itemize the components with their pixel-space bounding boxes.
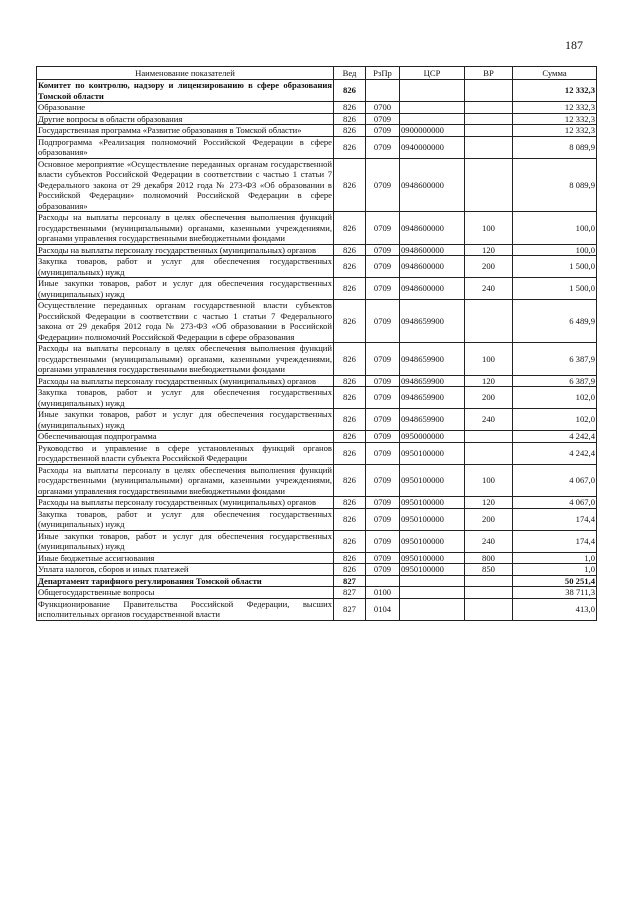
table-row bbox=[37, 464, 597, 497]
table-row bbox=[37, 113, 597, 125]
row-ved-cell: 826 bbox=[334, 212, 366, 245]
row-vr-cell: 240 bbox=[465, 409, 513, 431]
table-row bbox=[37, 300, 597, 343]
row-sum-cell: 4 067,0 bbox=[513, 464, 597, 497]
column-header-sum: Сумма bbox=[513, 67, 597, 80]
row-ved-cell: 826 bbox=[334, 387, 366, 409]
row-sum-cell: 8 089,9 bbox=[513, 136, 597, 158]
table-body bbox=[37, 80, 597, 621]
row-sum-cell: 1,0 bbox=[513, 564, 597, 576]
row-name-cell: Расходы на выплаты персоналу государственных (муниципальных) органов bbox=[37, 375, 334, 387]
row-name-cell: Расходы на выплаты персоналу в целях обеспечения выполнения функций государственными (муниципальными) органами, казенными учреждениями, органами управления государственными внебюджетными фондами bbox=[38, 212, 332, 243]
row-rzpr-cell: 0709 bbox=[366, 530, 400, 552]
row-csr-cell: 0948600000 bbox=[400, 278, 465, 300]
row-ved-cell: 826 bbox=[334, 125, 366, 137]
row-csr-cell: 0950100000 bbox=[400, 497, 465, 509]
row-ved-cell: 826 bbox=[334, 343, 366, 376]
row-csr-cell: 0950100000 bbox=[400, 464, 465, 497]
row-csr-cell bbox=[400, 598, 465, 620]
column-header-rzpr: РзПр bbox=[366, 67, 400, 80]
row-sum-cell: 6 387,9 bbox=[513, 343, 597, 376]
row-rzpr-cell: 0104 bbox=[366, 598, 400, 620]
row-name-cell: Закупка товаров, работ и услуг для обеспечения государственных (муниципальных) нужд bbox=[38, 256, 332, 277]
row-ved-cell: 827 bbox=[334, 575, 366, 587]
row-vr-cell bbox=[465, 102, 513, 114]
table-header-row bbox=[37, 67, 597, 80]
table-row bbox=[37, 136, 597, 158]
row-rzpr-cell: 0709 bbox=[366, 508, 400, 530]
table-row bbox=[37, 431, 597, 443]
row-rzpr-cell: 0700 bbox=[366, 102, 400, 114]
row-sum-cell: 8 089,9 bbox=[513, 158, 597, 212]
row-csr-cell: 0948600000 bbox=[400, 244, 465, 256]
row-name-cell: Закупка товаров, работ и услуг для обеспечения государственных (муниципальных) нужд bbox=[38, 508, 332, 529]
row-rzpr-cell: 0709 bbox=[366, 431, 400, 443]
row-vr-cell: 240 bbox=[465, 278, 513, 300]
table-row bbox=[37, 387, 597, 409]
row-name-cell: Подпрограмма «Реализация полномочий Российской Федерации в сфере образования» bbox=[38, 136, 332, 157]
row-vr-cell bbox=[465, 575, 513, 587]
row-sum-cell: 50 251,4 bbox=[513, 575, 597, 587]
row-vr-cell bbox=[465, 136, 513, 158]
row-rzpr-cell: 0709 bbox=[366, 552, 400, 564]
column-header-csr: ЦСР bbox=[400, 67, 465, 80]
row-csr-cell: 0948600000 bbox=[400, 212, 465, 245]
row-csr-cell: 0950000000 bbox=[400, 431, 465, 443]
row-csr-cell: 0950100000 bbox=[400, 564, 465, 576]
row-sum-cell: 4 067,0 bbox=[513, 497, 597, 509]
row-vr-cell: 200 bbox=[465, 256, 513, 278]
row-vr-cell: 120 bbox=[465, 497, 513, 509]
row-vr-cell: 100 bbox=[465, 212, 513, 245]
row-sum-cell: 102,0 bbox=[513, 409, 597, 431]
table-row bbox=[37, 212, 597, 245]
table-row bbox=[37, 508, 597, 530]
row-ved-cell: 826 bbox=[334, 497, 366, 509]
row-vr-cell bbox=[465, 113, 513, 125]
row-name-cell: Иные закупки товаров, работ и услуг для обеспечения государственных (муниципальных) нужд bbox=[38, 409, 332, 430]
row-ved-cell: 827 bbox=[334, 587, 366, 599]
row-vr-cell: 800 bbox=[465, 552, 513, 564]
row-rzpr-cell: 0709 bbox=[366, 464, 400, 497]
row-sum-cell: 4 242,4 bbox=[513, 431, 597, 443]
row-rzpr-cell: 0709 bbox=[366, 244, 400, 256]
row-ved-cell: 826 bbox=[334, 113, 366, 125]
row-csr-cell: 0948659900 bbox=[400, 375, 465, 387]
table-row bbox=[37, 409, 597, 431]
row-csr-cell: 0950100000 bbox=[400, 442, 465, 464]
row-rzpr-cell: 0100 bbox=[366, 587, 400, 599]
row-csr-cell: 0950100000 bbox=[400, 552, 465, 564]
row-vr-cell bbox=[465, 442, 513, 464]
table-row bbox=[37, 564, 597, 576]
row-rzpr-cell: 0709 bbox=[366, 343, 400, 376]
row-sum-cell: 6 387,9 bbox=[513, 375, 597, 387]
row-rzpr-cell: 0709 bbox=[366, 300, 400, 343]
row-sum-cell: 6 489,9 bbox=[513, 300, 597, 343]
row-name-cell: Иные закупки товаров, работ и услуг для обеспечения государственных (муниципальных) нужд bbox=[38, 278, 332, 299]
row-vr-cell: 200 bbox=[465, 508, 513, 530]
row-rzpr-cell: 0709 bbox=[366, 409, 400, 431]
column-header-vr: ВР bbox=[465, 67, 513, 80]
row-sum-cell: 174,4 bbox=[513, 530, 597, 552]
row-ved-cell: 826 bbox=[334, 244, 366, 256]
row-csr-cell: 0950100000 bbox=[400, 530, 465, 552]
row-name-cell: Другие вопросы в области образования bbox=[37, 113, 334, 125]
row-name-cell: Расходы на выплаты персоналу государственных (муниципальных) органов bbox=[37, 244, 334, 256]
row-ved-cell: 826 bbox=[334, 552, 366, 564]
row-sum-cell: 12 332,3 bbox=[513, 102, 597, 114]
row-ved-cell: 826 bbox=[334, 431, 366, 443]
row-name-cell: Руководство и управление в сфере установленных функций органов государственной власти субъекта Российской Федерации bbox=[38, 442, 332, 463]
row-name-cell: Расходы на выплаты персоналу государственных (муниципальных) органов bbox=[37, 497, 334, 509]
table-row bbox=[37, 158, 597, 212]
row-csr-cell: 0948659900 bbox=[400, 409, 465, 431]
table-row bbox=[37, 575, 597, 587]
row-vr-cell: 200 bbox=[465, 387, 513, 409]
row-rzpr-cell bbox=[366, 575, 400, 587]
row-ved-cell: 827 bbox=[334, 598, 366, 620]
table-row bbox=[37, 278, 597, 300]
row-sum-cell: 413,0 bbox=[513, 598, 597, 620]
page-number: 187 bbox=[565, 38, 583, 52]
row-rzpr-cell bbox=[366, 80, 400, 102]
row-name-cell: Закупка товаров, работ и услуг для обеспечения государственных (муниципальных) нужд bbox=[38, 387, 332, 408]
row-name-cell: Департамент тарифного регулирования Томской области bbox=[37, 575, 334, 587]
row-sum-cell: 1 500,0 bbox=[513, 256, 597, 278]
row-vr-cell bbox=[465, 80, 513, 102]
row-rzpr-cell: 0709 bbox=[366, 278, 400, 300]
row-csr-cell bbox=[400, 575, 465, 587]
row-csr-cell: 0900000000 bbox=[400, 125, 465, 137]
row-vr-cell bbox=[465, 125, 513, 137]
table-row bbox=[37, 244, 597, 256]
row-csr-cell: 0950100000 bbox=[400, 508, 465, 530]
row-rzpr-cell: 0709 bbox=[366, 212, 400, 245]
row-name-cell: Государственная программа «Развитие образования в Томской области» bbox=[37, 125, 334, 137]
row-sum-cell: 4 242,4 bbox=[513, 442, 597, 464]
row-rzpr-cell: 0709 bbox=[366, 158, 400, 212]
row-sum-cell: 100,0 bbox=[513, 212, 597, 245]
budget-table bbox=[36, 66, 597, 621]
row-ved-cell: 826 bbox=[334, 409, 366, 431]
row-sum-cell: 38 711,3 bbox=[513, 587, 597, 599]
table-row bbox=[37, 598, 597, 620]
row-rzpr-cell: 0709 bbox=[366, 387, 400, 409]
row-ved-cell: 826 bbox=[334, 136, 366, 158]
row-vr-cell: 850 bbox=[465, 564, 513, 576]
row-vr-cell bbox=[465, 587, 513, 599]
row-vr-cell: 120 bbox=[465, 375, 513, 387]
table-row bbox=[37, 102, 597, 114]
row-rzpr-cell: 0709 bbox=[366, 564, 400, 576]
row-sum-cell: 1 500,0 bbox=[513, 278, 597, 300]
row-name-cell: Иные бюджетные ассигнования bbox=[37, 552, 334, 564]
table-row bbox=[37, 442, 597, 464]
row-rzpr-cell: 0709 bbox=[366, 256, 400, 278]
row-name-cell: Расходы на выплаты персоналу в целях обеспечения выполнения функций государственными (муниципальными) органами, казенными учреждениями, органами управления государственными внебюджетными фондами bbox=[38, 464, 332, 496]
row-ved-cell: 826 bbox=[334, 530, 366, 552]
row-csr-cell: 0940000000 bbox=[400, 136, 465, 158]
row-name-cell: Уплата налогов, сборов и иных платежей bbox=[37, 564, 334, 576]
row-csr-cell: 0948600000 bbox=[400, 158, 465, 212]
row-ved-cell: 826 bbox=[334, 375, 366, 387]
row-sum-cell: 12 332,3 bbox=[513, 125, 597, 137]
row-name-cell: Комитет по контролю, надзору и лицензированию в сфере образования Томской области bbox=[38, 80, 332, 101]
row-name-cell: Образование bbox=[37, 102, 334, 114]
row-rzpr-cell: 0709 bbox=[366, 497, 400, 509]
table-row bbox=[37, 587, 597, 599]
row-ved-cell: 826 bbox=[334, 464, 366, 497]
row-csr-cell: 0948659900 bbox=[400, 300, 465, 343]
row-vr-cell bbox=[465, 431, 513, 443]
row-vr-cell: 100 bbox=[465, 464, 513, 497]
row-ved-cell: 826 bbox=[334, 158, 366, 212]
row-sum-cell: 12 332,3 bbox=[513, 80, 597, 102]
row-rzpr-cell: 0709 bbox=[366, 136, 400, 158]
row-name-cell: Обеспечивающая подпрограмма bbox=[37, 431, 334, 443]
row-ved-cell: 826 bbox=[334, 256, 366, 278]
row-csr-cell: 0948659900 bbox=[400, 387, 465, 409]
row-rzpr-cell: 0709 bbox=[366, 125, 400, 137]
row-csr-cell: 0948659900 bbox=[400, 343, 465, 376]
row-sum-cell: 174,4 bbox=[513, 508, 597, 530]
row-ved-cell: 826 bbox=[334, 564, 366, 576]
table-row bbox=[37, 375, 597, 387]
row-rzpr-cell: 0709 bbox=[366, 375, 400, 387]
row-name-cell: Иные закупки товаров, работ и услуг для обеспечения государственных (муниципальных) нужд bbox=[38, 530, 332, 551]
row-ved-cell: 826 bbox=[334, 80, 366, 102]
row-name-cell: Осуществление переданных органам государственной власти субъектов Российской Федерации в соответствии с частью 1 статьи 7 Федерального закона от 29 декабря 2012 года № 273-ФЗ «Об образовании в Российской Федерации» полномочий Российской Федерации в сфере образования bbox=[38, 300, 332, 342]
row-ved-cell: 826 bbox=[334, 102, 366, 114]
row-csr-cell bbox=[400, 80, 465, 102]
table-row bbox=[37, 552, 597, 564]
table-row bbox=[37, 256, 597, 278]
column-header-ved: Вед bbox=[334, 67, 366, 80]
row-sum-cell: 100,0 bbox=[513, 244, 597, 256]
row-sum-cell: 102,0 bbox=[513, 387, 597, 409]
table-row bbox=[37, 530, 597, 552]
table-row bbox=[37, 343, 597, 376]
row-name-cell: Функционирование Правительства Российской Федерации, высших исполнительных органов государственной власти bbox=[38, 598, 332, 619]
row-csr-cell bbox=[400, 102, 465, 114]
row-vr-cell: 240 bbox=[465, 530, 513, 552]
row-sum-cell: 12 332,3 bbox=[513, 113, 597, 125]
row-ved-cell: 826 bbox=[334, 508, 366, 530]
row-ved-cell: 826 bbox=[334, 442, 366, 464]
row-rzpr-cell: 0709 bbox=[366, 113, 400, 125]
row-name-cell: Расходы на выплаты персоналу в целях обеспечения выполнения функций государственными (муниципальными) органами, казенными учреждениями, органами управления государственными внебюджетными фондами bbox=[38, 343, 332, 374]
row-vr-cell: 100 bbox=[465, 343, 513, 376]
table-row bbox=[37, 125, 597, 137]
row-ved-cell: 826 bbox=[334, 278, 366, 300]
row-ved-cell: 826 bbox=[334, 300, 366, 343]
column-header-name: Наименование показателей bbox=[37, 67, 334, 80]
row-name-cell: Основное мероприятие «Осуществление переданных органам государственной власти субъектов Российской Федерации в соответствии с частью 1 статьи 7 Федерального закона от 29 декабря 2012 года № 273-ФЗ «Об образовании в Российской Федерации» полномочий Российской Федерации в сфере образования» bbox=[38, 158, 332, 211]
row-rzpr-cell: 0709 bbox=[366, 442, 400, 464]
table-row bbox=[37, 497, 597, 509]
table-row bbox=[37, 80, 597, 102]
row-csr-cell bbox=[400, 113, 465, 125]
row-csr-cell bbox=[400, 587, 465, 599]
row-vr-cell bbox=[465, 598, 513, 620]
row-csr-cell: 0948600000 bbox=[400, 256, 465, 278]
row-sum-cell: 1,0 bbox=[513, 552, 597, 564]
row-name-cell: Общегосударственные вопросы bbox=[37, 587, 334, 599]
row-vr-cell bbox=[465, 158, 513, 212]
row-vr-cell: 120 bbox=[465, 244, 513, 256]
row-vr-cell bbox=[465, 300, 513, 343]
